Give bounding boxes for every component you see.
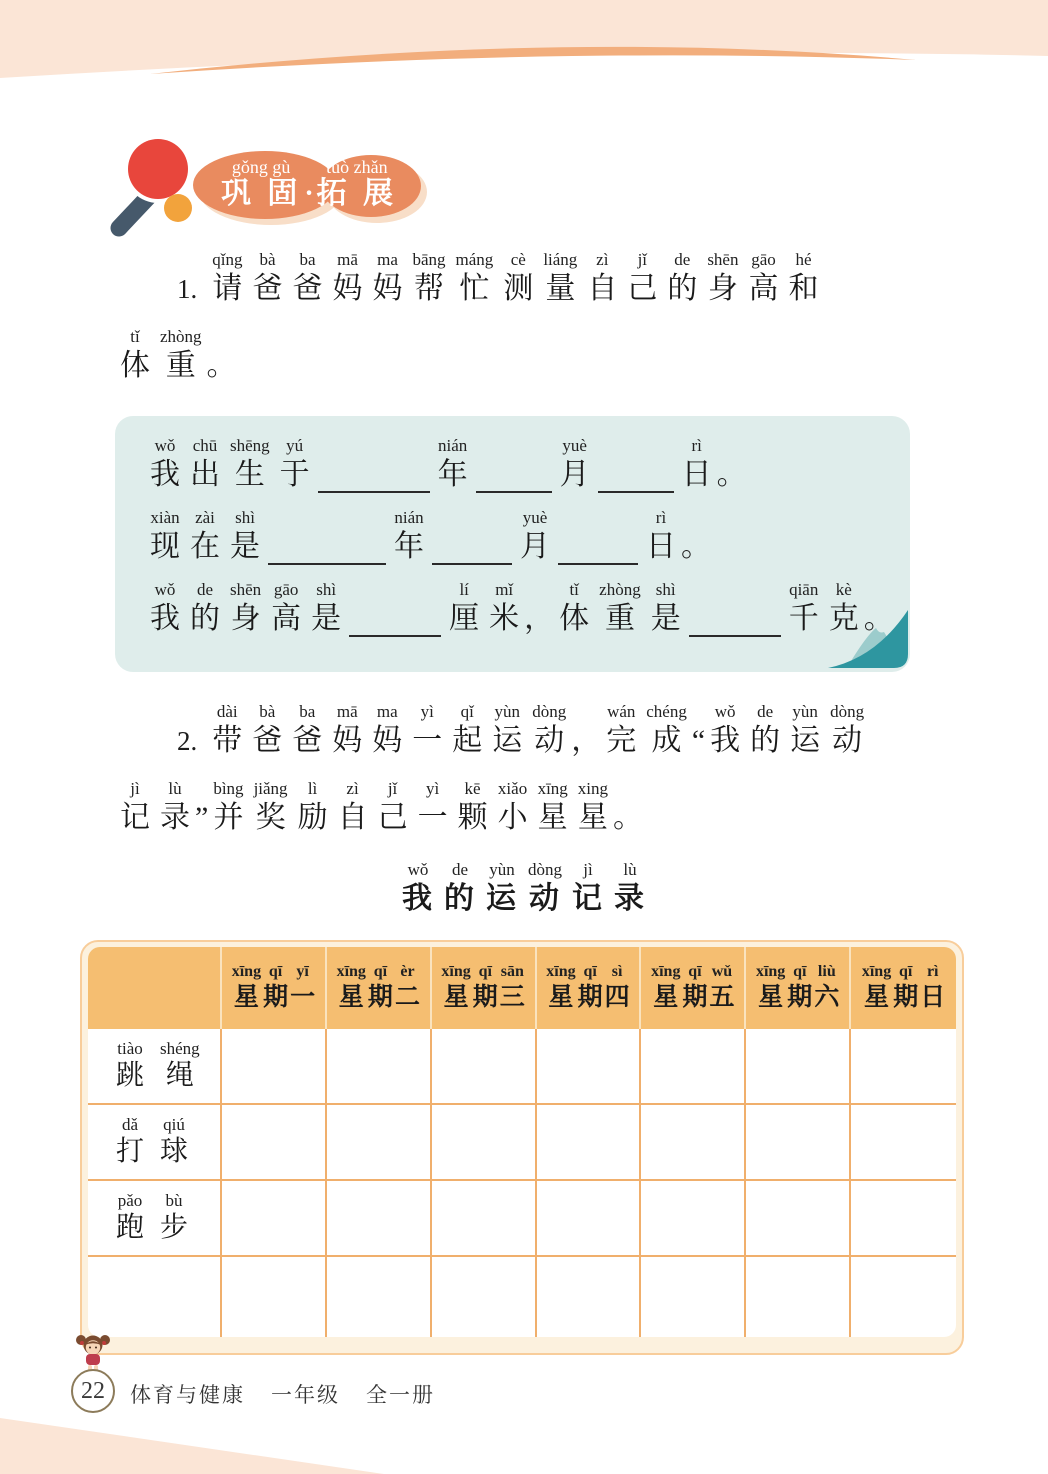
ruby-syllable: rì 日 xyxy=(681,436,712,491)
ruby-syllable: qī 期 xyxy=(787,963,813,1011)
top-band-decoration xyxy=(0,0,1048,110)
footer-grade: 一年级 xyxy=(271,1383,340,1407)
ruby-syllable: yuè 月 xyxy=(520,508,550,563)
ruby-syllable: yú 于 xyxy=(279,436,310,491)
exercise-record-table xyxy=(80,940,964,1355)
footer-volume: 全一册 xyxy=(366,1383,435,1407)
ruby-syllable: yì 一 xyxy=(412,702,443,757)
punctuation: ” xyxy=(195,800,209,834)
ruby-syllable: zì 自 xyxy=(587,250,618,305)
punctuation: 。 xyxy=(613,800,644,834)
ruby-syllable: èr 二 xyxy=(394,963,420,1011)
ruby-syllable: yùn 运 xyxy=(486,860,518,915)
ruby-syllable: qī 期 xyxy=(577,963,603,1011)
ruby-syllable: sì 四 xyxy=(604,963,630,1011)
task-1-paragraph xyxy=(115,250,935,384)
table-row-jump-rope xyxy=(88,1029,956,1105)
ruby-syllable: máng 忙 xyxy=(455,250,494,305)
ruby-syllable: shì 是 xyxy=(230,508,260,563)
record-cell[interactable] xyxy=(327,1029,432,1105)
ruby-syllable: qī 期 xyxy=(367,963,393,1011)
record-cell[interactable] xyxy=(327,1105,432,1181)
ruby-syllable: zhòng 重 xyxy=(160,327,202,382)
ruby-syllable: hé 和 xyxy=(788,250,819,305)
ruby-syllable: de 的 xyxy=(444,860,476,915)
ruby-syllable: de 的 xyxy=(750,702,781,757)
ruby-syllable: rì 日 xyxy=(646,508,676,563)
fill-blank[interactable] xyxy=(432,555,512,565)
record-cell[interactable] xyxy=(641,1029,746,1105)
record-cell[interactable] xyxy=(432,1257,537,1337)
punctuation: 。 xyxy=(681,529,711,563)
record-cell[interactable] xyxy=(432,1105,537,1181)
punctuation: 。 xyxy=(206,348,237,382)
ruby-syllable: xīng 星 xyxy=(755,963,786,1011)
record-cell[interactable] xyxy=(222,1181,327,1257)
current-date-fill-line xyxy=(145,508,910,565)
ruby-syllable: yùn 运 xyxy=(492,702,523,757)
ruby-syllable: dòng 动 xyxy=(830,702,865,757)
ruby-syllable: dài 带 xyxy=(212,702,243,757)
ruby-syllable: dòng 动 xyxy=(532,702,567,757)
table-header-row xyxy=(88,947,956,1029)
ruby-syllable: bāng 帮 xyxy=(412,250,446,305)
ruby-syllable: chū 出 xyxy=(190,436,220,491)
fill-blank[interactable] xyxy=(476,483,552,493)
list-number: 1. xyxy=(177,273,198,304)
ruby-syllable: mǐ 米 xyxy=(489,580,520,635)
record-cell[interactable] xyxy=(746,1105,851,1181)
task-2-line-2 xyxy=(115,779,945,836)
record-cell[interactable] xyxy=(222,1257,327,1337)
record-cell[interactable] xyxy=(537,1105,642,1181)
ruby-syllable: qī 期 xyxy=(682,963,708,1011)
ruby-syllable: qī 期 xyxy=(893,963,919,1011)
ruby-syllable: cè 测 xyxy=(503,250,534,305)
ruby-syllable: de 的 xyxy=(190,580,220,635)
ruby-syllable: ma 妈 xyxy=(372,702,403,757)
section-title-text-1: 巩 固 xyxy=(220,177,302,211)
record-cell[interactable] xyxy=(537,1257,642,1337)
ruby-syllable: wán 完 xyxy=(606,702,637,757)
ruby-syllable: nián 年 xyxy=(437,436,468,491)
footer-book-title: 体育与健康 xyxy=(130,1383,245,1407)
ruby-syllable: wǒ 我 xyxy=(402,860,434,915)
ruby-syllable: sān 三 xyxy=(499,963,525,1011)
record-cell[interactable] xyxy=(746,1257,851,1337)
row-label-blank[interactable] xyxy=(88,1257,222,1337)
page-number: 22 xyxy=(81,1377,105,1404)
ruby-syllable: wǔ 五 xyxy=(709,963,735,1011)
ruby-syllable: liáng 量 xyxy=(543,250,578,305)
ruby-syllable: jiǎng 奖 xyxy=(253,779,288,834)
table-header-friday xyxy=(641,947,746,1029)
ruby-syllable: mā 妈 xyxy=(332,702,363,757)
ruby-syllable: bìng 并 xyxy=(213,779,244,834)
ruby-syllable: lí 厘 xyxy=(449,580,480,635)
ruby-syllable: tǐ 体 xyxy=(559,580,590,635)
table-row-blank xyxy=(88,1257,956,1337)
fill-blank[interactable] xyxy=(349,627,441,637)
section-title-pinyin-1: gǒng gù xyxy=(231,157,291,178)
ruby-syllable: kè 克 xyxy=(828,580,859,635)
punctuation: “ xyxy=(691,723,706,757)
record-cell[interactable] xyxy=(222,1029,327,1105)
birthdate-fill-line xyxy=(145,436,910,493)
section-title-dot: · xyxy=(304,178,314,209)
table-header-empty xyxy=(88,947,222,1029)
ruby-syllable: xīng 星 xyxy=(651,963,681,1011)
ruby-syllable: wǒ 我 xyxy=(150,436,180,491)
record-cell[interactable] xyxy=(746,1181,851,1257)
table-row-running xyxy=(88,1181,956,1257)
record-table-title-row xyxy=(0,860,1048,917)
ruby-syllable: qī 期 xyxy=(472,963,498,1011)
ruby-syllable: shēng 生 xyxy=(230,436,270,491)
ruby-syllable: xīng 星 xyxy=(861,963,892,1011)
punctuation: ， xyxy=(571,723,602,757)
row-label-running xyxy=(88,1181,222,1257)
section-title xyxy=(193,148,425,222)
record-cell[interactable] xyxy=(222,1105,327,1181)
ruby-syllable: zài 在 xyxy=(190,508,220,563)
record-cell[interactable] xyxy=(641,1181,746,1257)
table-header-monday xyxy=(222,947,327,1029)
ruby-syllable: xiàn 现 xyxy=(150,508,180,563)
ruby-syllable: shì 是 xyxy=(650,580,681,635)
section-title-text-2: 拓 展 xyxy=(316,177,398,211)
ruby-syllable: qiú 球 xyxy=(160,1114,189,1168)
record-cell[interactable] xyxy=(327,1181,432,1257)
girl-mascot-icon xyxy=(72,1332,114,1374)
ruby-syllable: qǐ 起 xyxy=(452,702,483,757)
ruby-syllable: zhòng 重 xyxy=(599,580,641,635)
ruby-syllable: shì 是 xyxy=(311,580,342,635)
ruby-syllable: xīng 星 xyxy=(537,779,568,834)
record-cell[interactable] xyxy=(746,1029,851,1105)
record-cell[interactable] xyxy=(641,1257,746,1337)
record-cell[interactable] xyxy=(851,1181,956,1257)
ruby-syllable: yī 一 xyxy=(290,963,316,1011)
punctuation: 。 xyxy=(863,601,894,635)
table-header-sunday xyxy=(851,947,956,1029)
record-cell[interactable] xyxy=(327,1257,432,1337)
section-title-badge xyxy=(193,148,429,228)
ruby-syllable: bà 爸 xyxy=(252,250,283,305)
record-cell[interactable] xyxy=(432,1029,537,1105)
ruby-syllable: zì 自 xyxy=(337,779,368,834)
ruby-syllable: yì 一 xyxy=(417,779,448,834)
ruby-syllable: xiǎo 小 xyxy=(497,779,528,834)
fill-blank[interactable] xyxy=(268,555,386,565)
ruby-syllable: dǎ 打 xyxy=(116,1114,145,1168)
ruby-syllable: wǒ 我 xyxy=(710,702,741,757)
table-header-thursday xyxy=(537,947,642,1029)
ruby-syllable: jì 记 xyxy=(572,860,604,915)
ruby-syllable: jì 记 xyxy=(120,779,150,834)
record-cell[interactable] xyxy=(851,1105,956,1181)
fill-blank[interactable] xyxy=(689,627,781,637)
record-cell[interactable] xyxy=(537,1029,642,1105)
ruby-syllable: kē 颗 xyxy=(457,779,488,834)
task-1-line-1 xyxy=(177,250,935,307)
ruby-syllable: xīng 星 xyxy=(336,963,366,1011)
ruby-syllable: xīng 星 xyxy=(441,963,471,1011)
page-curl-decoration xyxy=(818,584,910,672)
record-table-title xyxy=(397,860,651,917)
ruby-syllable: qǐng 请 xyxy=(212,250,243,305)
ruby-syllable: gāo 高 xyxy=(748,250,779,305)
section-title-pinyin-2: tuò zhǎn xyxy=(326,157,388,178)
fill-in-box xyxy=(115,416,910,672)
row-label-ball-games xyxy=(88,1105,222,1181)
ruby-syllable: chéng 成 xyxy=(646,702,687,757)
ruby-syllable: qī 期 xyxy=(263,963,289,1011)
ruby-syllable: shēn 身 xyxy=(707,250,739,305)
table-header-tuesday xyxy=(327,947,432,1029)
ruby-syllable: xīng 星 xyxy=(231,963,262,1011)
punctuation: 。 xyxy=(716,457,747,491)
ruby-syllable: lì 励 xyxy=(297,779,328,834)
task-2-paragraph xyxy=(115,702,945,836)
ruby-syllable: lù 录 xyxy=(160,779,190,834)
fill-blank[interactable] xyxy=(598,483,674,493)
page-number-badge xyxy=(71,1369,115,1413)
ruby-syllable: wǒ 我 xyxy=(150,580,180,635)
ruby-syllable: shēn 身 xyxy=(230,580,262,635)
ruby-syllable: jǐ 己 xyxy=(377,779,408,834)
ruby-syllable: dòng 动 xyxy=(528,860,562,915)
ruby-syllable: bà 爸 xyxy=(252,702,283,757)
task-1-line-2 xyxy=(115,327,935,384)
ruby-syllable: xing 星 xyxy=(577,779,609,834)
task-2-line-1 xyxy=(177,702,945,759)
fill-blank[interactable] xyxy=(558,555,638,565)
ruby-syllable: yuè 月 xyxy=(559,436,590,491)
ruby-syllable: mā 妈 xyxy=(332,250,363,305)
ruby-syllable: tǐ 体 xyxy=(120,327,150,382)
ruby-syllable: yùn 运 xyxy=(790,702,821,757)
bottom-corner-decoration xyxy=(0,1414,400,1474)
ruby-syllable: ba 爸 xyxy=(292,250,323,305)
fill-blank[interactable] xyxy=(318,483,430,493)
table-header-wednesday xyxy=(432,947,537,1029)
record-cell[interactable] xyxy=(641,1105,746,1181)
list-number: 2. xyxy=(177,725,198,756)
height-weight-fill-line xyxy=(145,580,910,637)
ruby-syllable: jǐ 己 xyxy=(627,250,658,305)
table-header-saturday xyxy=(746,947,851,1029)
table-row-ball-games xyxy=(88,1105,956,1181)
row-label-jump-rope xyxy=(88,1029,222,1105)
record-cell[interactable] xyxy=(851,1029,956,1105)
ruby-syllable: nián 年 xyxy=(394,508,424,563)
ruby-syllable: rì 日 xyxy=(920,963,946,1011)
ruby-syllable: ma 妈 xyxy=(372,250,403,305)
ruby-syllable: bù 步 xyxy=(160,1190,189,1244)
record-cell[interactable] xyxy=(851,1257,956,1337)
ruby-syllable: tiào 跳 xyxy=(116,1038,145,1092)
ruby-syllable: xīng 星 xyxy=(546,963,576,1011)
ruby-syllable: lù 录 xyxy=(614,860,646,915)
ruby-syllable: pǎo 跑 xyxy=(116,1190,145,1244)
ruby-syllable: shéng 绳 xyxy=(160,1038,200,1092)
ruby-syllable: liù 六 xyxy=(814,963,840,1011)
punctuation: ， xyxy=(524,601,555,635)
ruby-syllable: gāo 高 xyxy=(271,580,302,635)
ruby-syllable: qiān 千 xyxy=(788,580,819,635)
ruby-syllable: de 的 xyxy=(667,250,698,305)
record-cell[interactable] xyxy=(432,1181,537,1257)
ruby-syllable: ba 爸 xyxy=(292,702,323,757)
footer-book-info xyxy=(130,1379,435,1409)
record-cell[interactable] xyxy=(537,1181,642,1257)
